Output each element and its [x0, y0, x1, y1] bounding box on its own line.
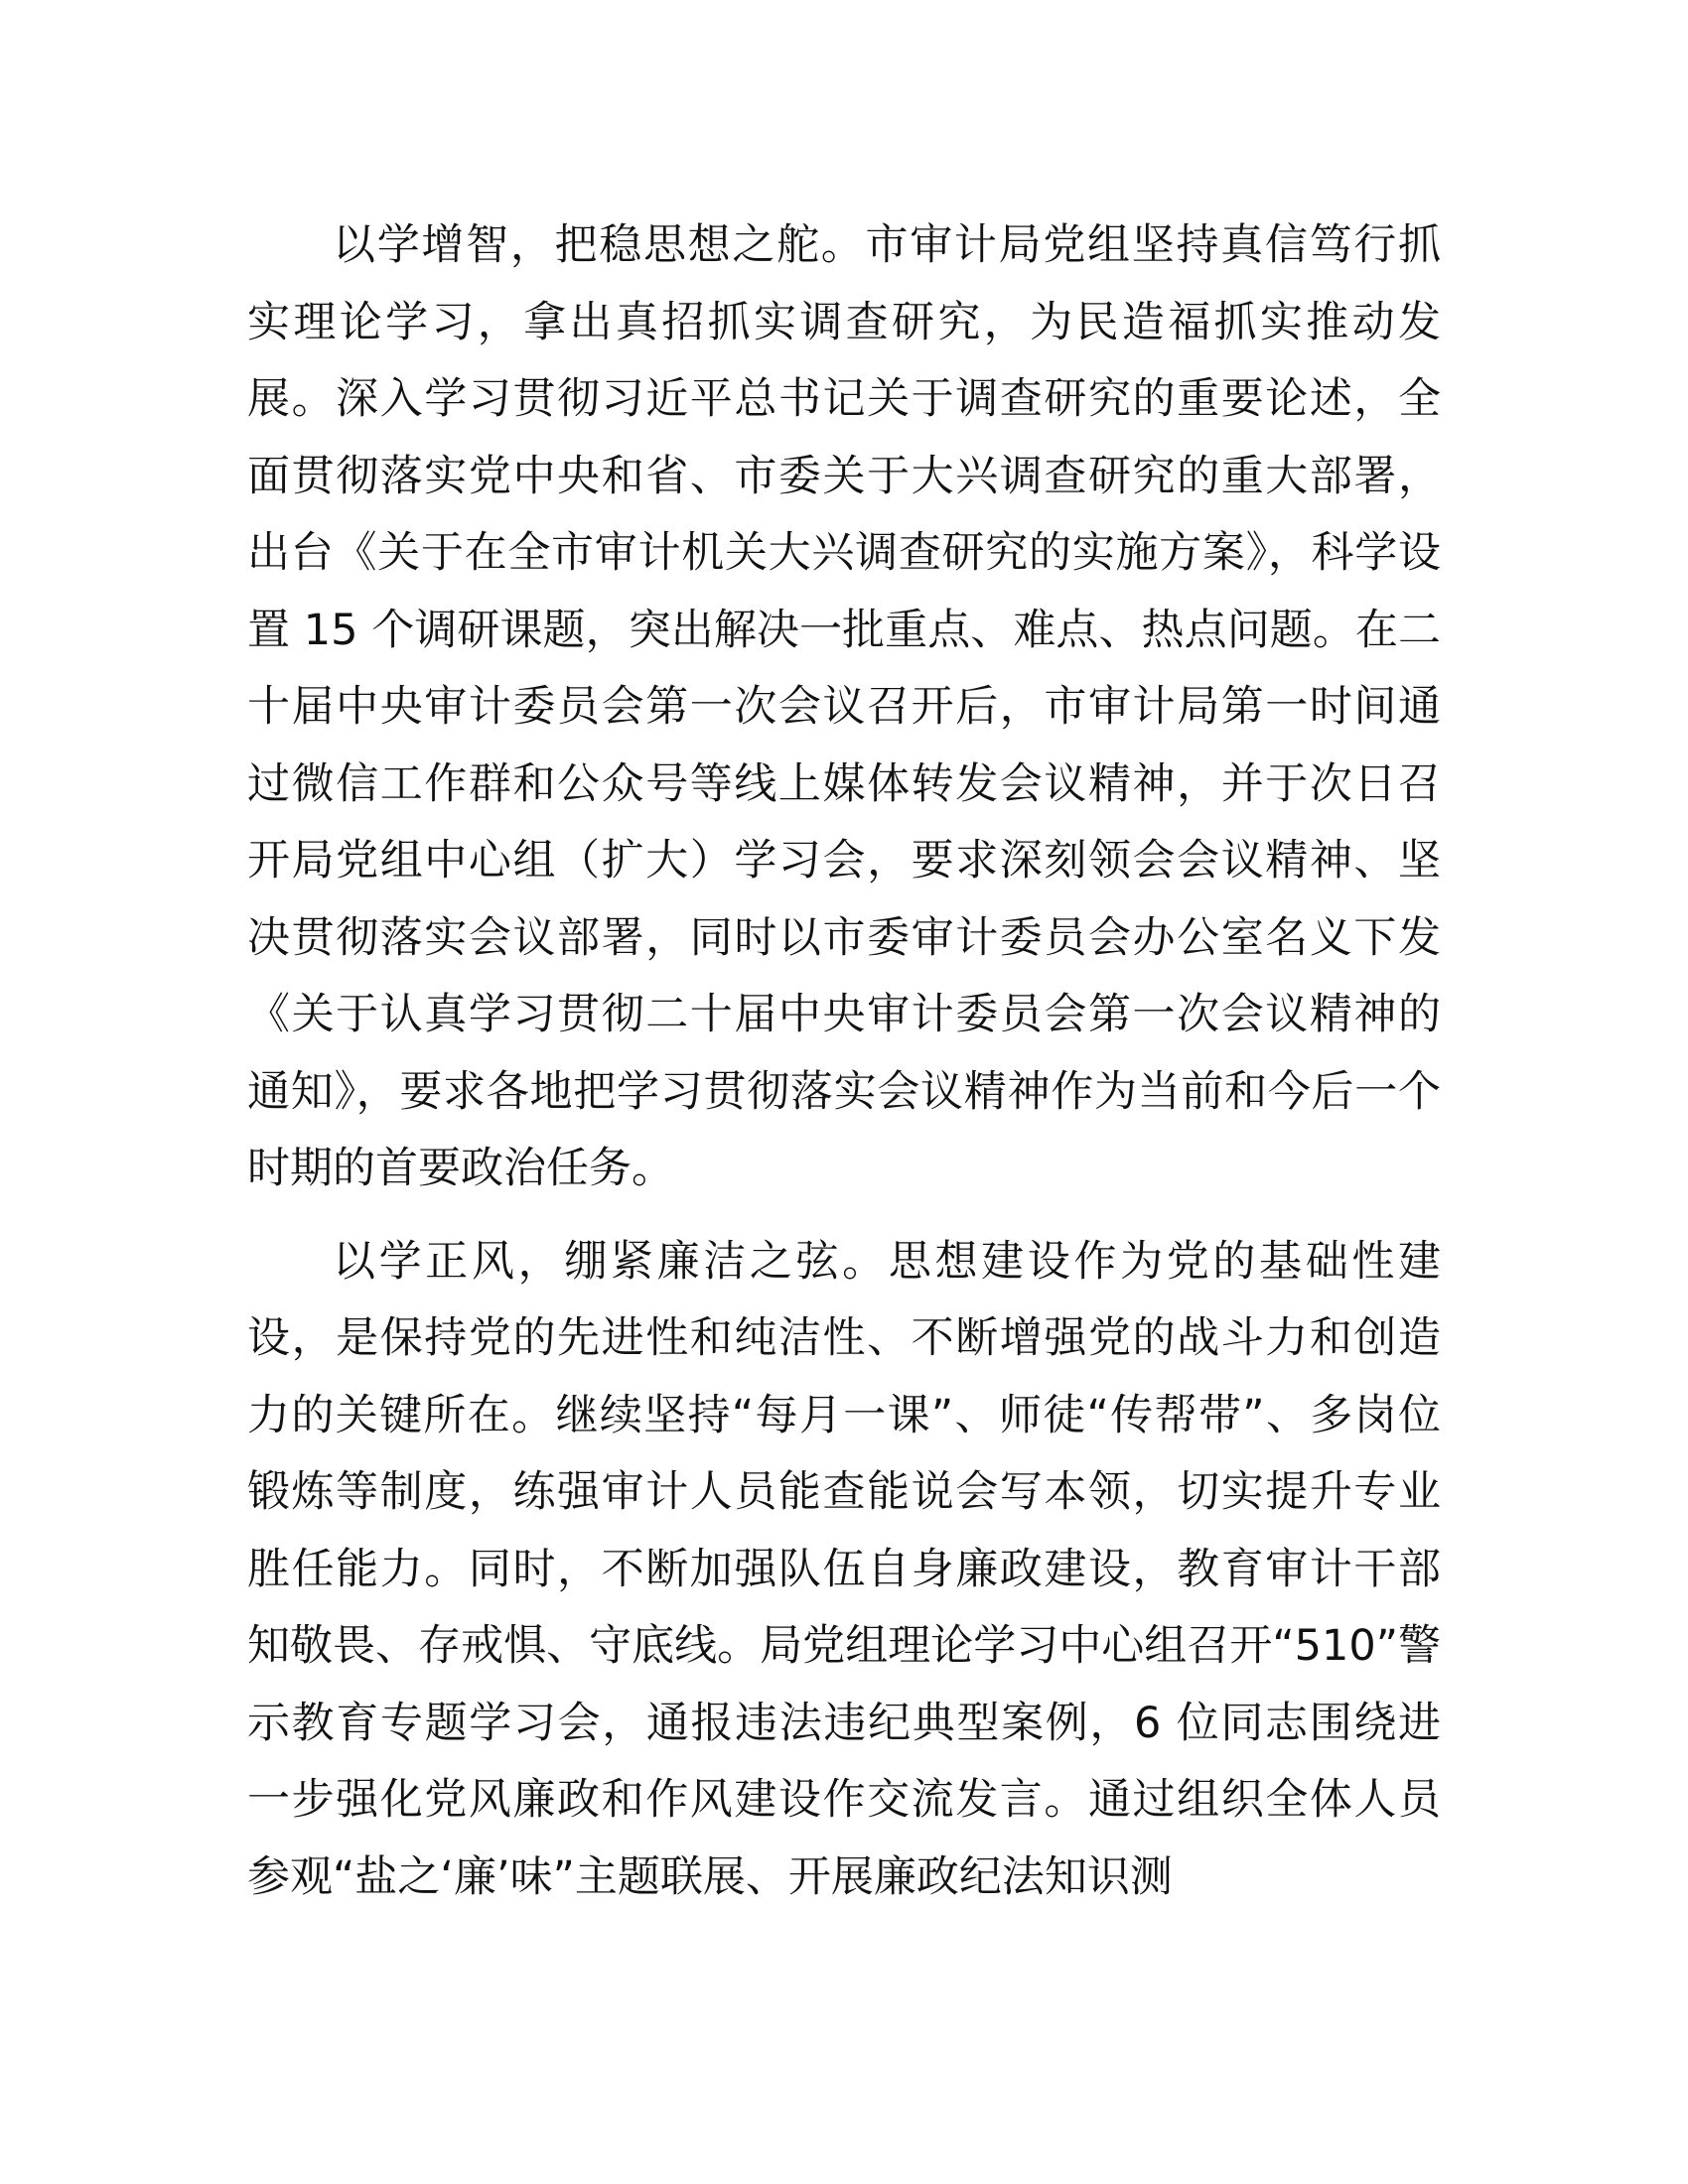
- paragraph-study-wisdom: 以学增智，把稳思想之舵。市审计局党组坚持真信笃行抓实理论学习，拿出真招抓实调查研究，为民造福抓实推动发展。深入学习贯彻习近平总书记关于调查研究的重要论述，全面贯彻落实党中央和省、市委关于大兴调查研究的重大部署，出台《关于在全市审计机关大兴调查研究的实施方案》，科学设置 15 个调研课题，突出解决一批重点、难点、热点问题。在二十届中央审计委员会第一次会议召开后，市审计局第一时间通过微信工作群和公众号等线上媒体转发会议精神，并于次日召开局党组中心组（扩大）学习会，要求深刻领会会议精神、坚决贯彻落实会议部署，同时以市委审计委员会办公室名义下发《关于认真学习贯彻二十届中央审计委员会第一次会议精神的通知》，要求各地把学习贯彻落实会议精神作为当前和今后一个时期的首要政治任务。: [247, 220, 1441, 1193]
- document-body: [247, 207, 1441, 1916]
- paragraph-study-integrity: 以学正风，绷紧廉洁之弦。思想建设作为党的基础性建设，是保持党的先进性和纯洁性、不断增强党的战斗力和创造力的关键所在。继续坚持“每月一课”、师徒“传帮带”、多岗位锻炼等制度，练强审计人员能查能说会写本领，切实提升专业胜任能力。同时，不断加强队伍自身廉政建设，教育审计干部知敬畏、存戒惧、守底线。局党组理论学习中心组召开“510”警示教育专题学习会，通报违法违纪典型案例，6 位同志围绕进一步强化党风廉政和作风建设作交流发言。通过组织全体人员参观“盐之‘廉’味”主题联展、开展廉政纪法知识测: [247, 1236, 1441, 1902]
